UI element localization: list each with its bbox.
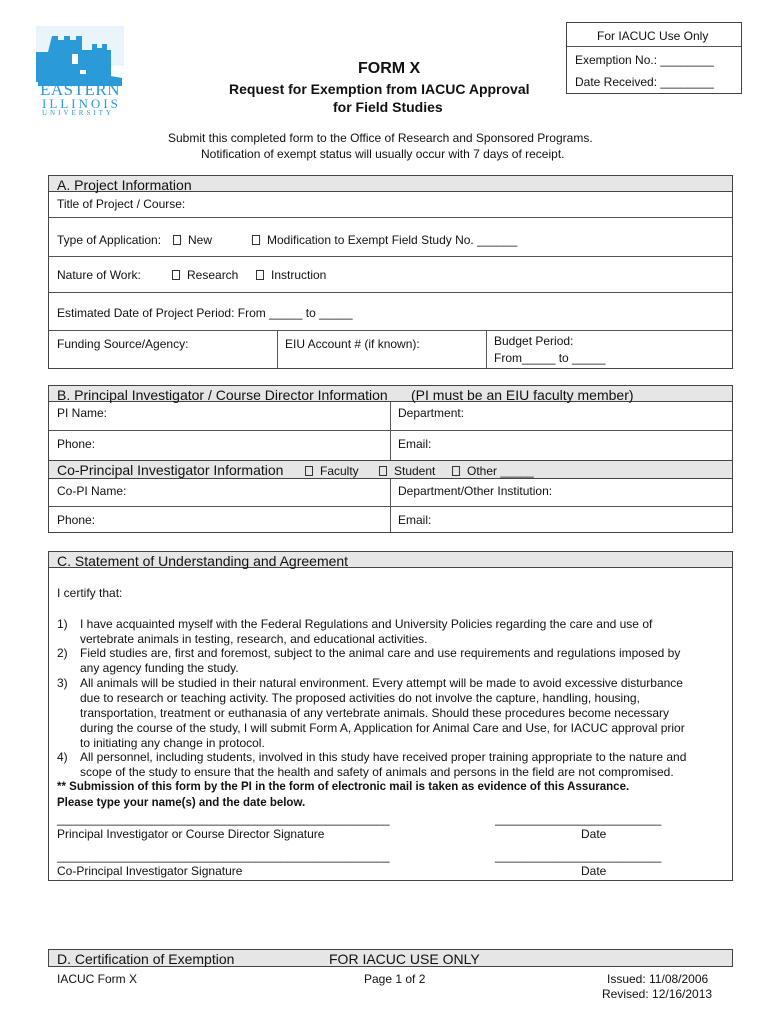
footer-issued-date: Issued: 11/08/2006 [607, 972, 709, 986]
checkbox-icon [452, 466, 460, 476]
pi-email-field[interactable]: Email: [398, 437, 432, 451]
co-pi-date-line[interactable]: __________________________ [495, 851, 662, 863]
co-pi-department-field[interactable]: Department/Other Institution: [398, 484, 553, 498]
checkbox-icon [173, 235, 181, 245]
agreement-item-number: 2) [57, 646, 68, 660]
checkbox-icon [172, 270, 180, 280]
modification-option[interactable]: Modification to Exempt Field Study No. ______ [252, 233, 517, 247]
castle-tower-icon [30, 26, 130, 88]
checkbox-icon [252, 235, 260, 245]
pi-signature-line[interactable]: ____________________________________________________ [57, 814, 390, 826]
section-a-project-information [48, 175, 733, 369]
agreement-item-text: scope of the study to ensure that the health and safety of animals and persons in the field are not compromised. [80, 765, 674, 779]
section-a-heading: A. Project Information [57, 177, 192, 193]
co-pi-signature-line[interactable]: ____________________________________________________ [57, 851, 390, 863]
agreement-item-text: due to research or teaching activity. The proposed activities do not involve the capture, handling, housing, [80, 691, 640, 705]
co-pi-signature-label: Co-Principal Investigator Signature [57, 864, 243, 878]
other-option[interactable]: Other _____ [452, 464, 534, 478]
agreement-item-number: 1) [57, 617, 68, 631]
agreement-item-text: transportation, treatment or euthanasia of any vertebrate animals. Should these procedures become necessary [80, 706, 670, 720]
pi-name-field[interactable]: PI Name: [57, 406, 108, 420]
student-option[interactable]: Student [379, 464, 435, 478]
pi-department-field[interactable]: Department: [398, 406, 465, 420]
faculty-option[interactable]: Faculty [305, 464, 359, 478]
checkbox-icon [379, 466, 387, 476]
footer-form-name: IACUC Form X [57, 972, 138, 986]
pi-phone-field[interactable]: Phone: [57, 437, 96, 451]
agreement-item-text: All personnel, including students, involved in this study have received proper training appropriate to the nature and [80, 750, 687, 764]
footer-page-number: Page 1 of 2 [364, 972, 426, 986]
iacuc-use-title: For IACUC Use Only [597, 29, 709, 43]
type-name-instruction: Please type your name(s) and the date below. [57, 797, 306, 809]
checkbox-icon [305, 466, 313, 476]
footer-revised-date: Revised: 12/16/2013 [602, 987, 713, 1001]
agreement-item-text: to initiating any change in protocol. [80, 736, 265, 750]
exemption-number-field[interactable]: Exemption No.: ________ [575, 53, 714, 67]
agreement-item-number: 4) [57, 750, 68, 764]
co-pi-phone-field[interactable]: Phone: [57, 513, 96, 527]
agreement-item-text: All animals will be studied in their natural environment. Every attempt will be made to avoid excessive disturbance [80, 676, 683, 690]
instructions-line1: Submit this completed form to the Office of Research and Sponsored Programs. [168, 131, 593, 145]
co-pi-date-label: Date [581, 864, 607, 878]
checkbox-icon [256, 270, 264, 280]
project-title-field[interactable]: Title of Project / Course: [57, 197, 186, 211]
section-d-note: FOR IACUC USE ONLY [329, 951, 480, 967]
section-c-statement [48, 551, 733, 881]
section-b-heading: B. Principal Investigator / Course Director Information [57, 387, 388, 403]
form-number: FORM X [358, 60, 421, 77]
co-pi-email-field[interactable]: Email: [398, 513, 432, 527]
eiu-account-field[interactable]: EIU Account # (if known): [285, 337, 420, 351]
date-received-field[interactable]: Date Received: ________ [575, 75, 714, 89]
university-logo [30, 26, 130, 121]
agreement-item-number: 3) [57, 676, 68, 690]
co-pi-name-field[interactable]: Co-PI Name: [57, 484, 127, 498]
instruction-option[interactable]: Instruction [256, 268, 326, 282]
agreement-item-text: during the course of the study, I will submit Form A, Application for Animal Care and Use, for IACUC approval prior [80, 721, 685, 735]
pi-signature-label: Principal Investigator or Course Director Signature [57, 827, 325, 841]
budget-period-label: Budget Period: [494, 334, 574, 348]
funding-source-field[interactable]: Funding Source/Agency: [57, 337, 189, 351]
logo-line-university: UNIVERSITY [42, 109, 114, 117]
logo-line-eastern: EASTERN [40, 80, 120, 99]
agreement-item-text: any agency funding the study. [80, 661, 239, 675]
agreement-item-text: vertebrate animals in testing, research, and educational activities. [80, 632, 428, 646]
instructions-line2: Notification of exempt status will usually occur with 7 days of receipt. [201, 147, 565, 161]
co-pi-heading: Co-Principal Investigator Information [57, 462, 284, 478]
section-d-certification [48, 949, 733, 967]
project-period-field[interactable]: Estimated Date of Project Period: From _____ to _____ [57, 306, 353, 320]
agreement-item-text: Field studies are, first and foremost, subject to the animal care and use requirements and regulations imposed by [80, 646, 681, 660]
agreement-item-text: I have acquainted myself with the Federal Regulations and University Policies regarding the care and use of [80, 617, 653, 631]
application-type-label: Type of Application: [57, 233, 162, 247]
section-b-note: (PI must be an EIU faculty member) [411, 387, 634, 403]
new-application-option[interactable]: New [173, 233, 212, 247]
research-option[interactable]: Research [172, 268, 238, 282]
section-c-heading: C. Statement of Understanding and Agreement [57, 553, 349, 569]
form-title-line1: Request for Exemption from IACUC Approval [229, 81, 530, 97]
nature-of-work-label: Nature of Work: [57, 268, 141, 282]
certify-text: I certify that: [57, 586, 123, 600]
iacuc-use-box [566, 22, 742, 94]
submission-note: ** Submission of this form by the PI in the form of electronic mail is taken as evidence of this Assurance. [57, 781, 630, 793]
pi-date-label: Date [581, 827, 607, 841]
form-title-line2: for Field Studies [333, 99, 443, 115]
section-d-heading: D. Certification of Exemption [57, 951, 235, 967]
logo-line-illinois: ILLINOIS [42, 96, 121, 111]
budget-period-field[interactable]: From_____ to _____ [494, 351, 606, 365]
section-b-investigator-information [48, 385, 733, 533]
pi-date-line[interactable]: __________________________ [495, 814, 662, 826]
